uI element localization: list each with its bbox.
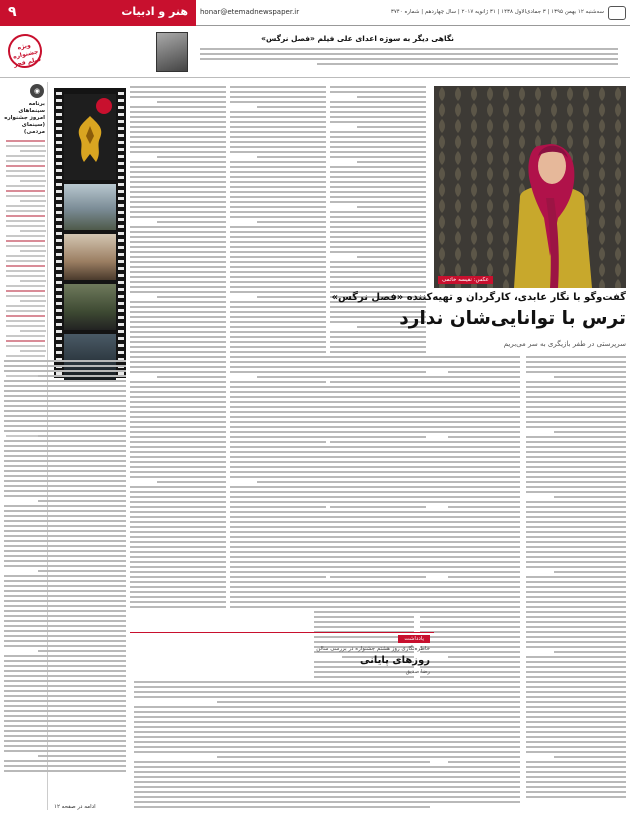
note-body — [134, 681, 430, 811]
teaser-title[interactable]: نگاهی دیگر به سوژه اعدای علی فیلم «فصل نرگس» — [261, 34, 454, 43]
article-column-2 — [420, 356, 520, 806]
note-title[interactable]: روزهای پایانی — [360, 655, 430, 666]
continued-note: ادامه در صفحه ۱۲ — [54, 804, 96, 810]
film-still-2 — [64, 234, 116, 280]
film-poster — [64, 94, 116, 180]
article-column-1 — [526, 356, 626, 801]
note-kicker: خاطره‌نگاری روز هشتم جشنواره در بررسی سالن — [316, 646, 430, 652]
column-3 — [130, 86, 226, 611]
email-bar — [196, 0, 326, 26]
schedule-icon: ◉ — [30, 84, 44, 98]
film-perforation — [56, 88, 62, 378]
schedule-title: برنامه سینما‌های امروز جشنواره (سینمای مردمی) — [4, 101, 45, 135]
article-subheadline: گفت‌وگو با نگار عابدی، کارگردان و تهیه‌کننده «فصل نرگس» — [331, 292, 626, 303]
article-headline[interactable]: ترس با توانایی‌شان ندارد — [399, 308, 626, 329]
page-header — [0, 0, 630, 26]
teaser-strip — [0, 28, 630, 78]
note-author: رضا صدیق — [405, 669, 430, 675]
teaser-body — [200, 48, 618, 68]
note-tag: یادداشت — [398, 635, 430, 643]
section-bar — [0, 0, 196, 26]
film-strip-graphic — [54, 88, 126, 378]
dateline-bar — [326, 0, 630, 26]
interview-photo — [434, 86, 626, 288]
photo-credit: عکس: نفیسه خاتمی — [438, 276, 493, 284]
film-still-3 — [64, 284, 116, 330]
article-lead: سرپرستی در طفر بازیگری به سر می‌بریم — [503, 340, 626, 348]
teaser-photo — [156, 32, 188, 72]
section-title: هنر و ادبیات — [121, 5, 188, 18]
newspaper-logo-icon — [608, 6, 626, 20]
film-perforation — [118, 88, 124, 378]
date-line: سه‌شنبه ۱۲ بهمن ۱۳۹۵ | ۳ جمادی‌الاول ۱۴۳۸ | ۳۱ ژانویه ۲۰۱۷ | سال چهاردهم | شماره ۳۷۴۰ — [390, 9, 604, 15]
portrait-illustration — [434, 86, 626, 288]
festival-tag-icon — [96, 98, 112, 114]
film-still-1 — [64, 184, 116, 230]
simorgh-emblem-icon — [74, 114, 106, 164]
left-lower-column — [4, 360, 126, 810]
festival-badge: ویژه جشنواره فیلم فجر — [5, 31, 45, 71]
page-number: ۹ — [8, 4, 17, 20]
column-note — [130, 632, 434, 816]
section-email[interactable]: honar@etemadnewspaper.ir — [200, 8, 300, 16]
